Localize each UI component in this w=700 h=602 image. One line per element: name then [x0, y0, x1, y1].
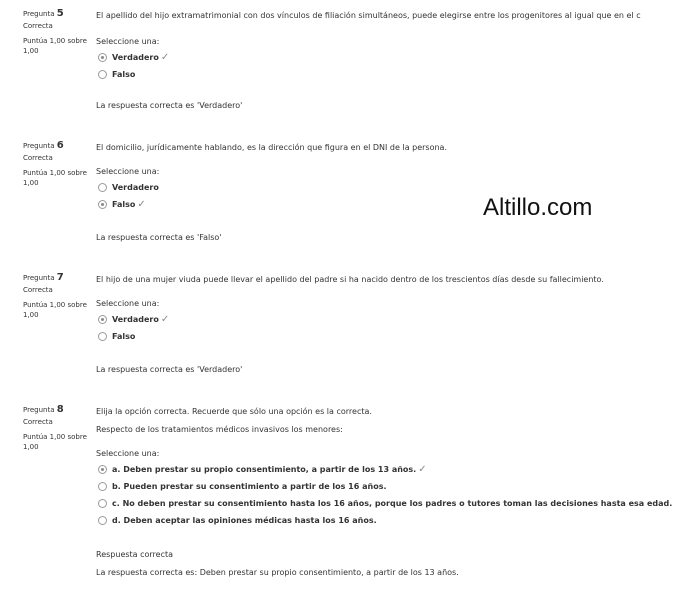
question-info: [23, 140, 93, 188]
option-falso[interactable]: Falso: [96, 328, 686, 345]
question-state: Correcta: [23, 286, 53, 294]
question-number: Pregunta 5: [23, 8, 64, 19]
question-text: El domicilio, jurídicamente hablando, es la dirección que figura en el DNI de la persona.: [96, 143, 447, 152]
radio-icon[interactable]: [98, 482, 107, 491]
question-state: Correcta: [23, 154, 53, 162]
check-icon: ✓: [160, 51, 170, 63]
radio-icon[interactable]: [98, 516, 107, 525]
question-state: Correcta: [23, 418, 53, 426]
answer-prompt: Seleccione una:: [96, 449, 160, 458]
question-number: Pregunta 8: [23, 404, 64, 415]
answer-prompt: Seleccione una:: [96, 167, 160, 176]
radio-icon[interactable]: [98, 499, 107, 508]
question-text: El apellido del hijo extramatrimonial con dos vínculos de filiación simultáneos, puede elegirse entre los progenitores al igual que en el c: [96, 11, 641, 20]
radio-icon[interactable]: [98, 332, 107, 341]
question-number: Pregunta 6: [23, 140, 64, 151]
question-state: Correcta: [23, 22, 53, 30]
question-grade: Puntúa 1,00 sobre 1,00: [23, 37, 87, 55]
option-verdadero[interactable]: Verdadero ✓: [96, 311, 686, 328]
question-text: El hijo de una mujer viuda puede llevar el apellido del padre si ha nacido dentro de los trescientos días desde su fallecimiento.: [96, 275, 604, 284]
check-icon: ✓: [137, 198, 146, 210]
feedback-text: La respuesta correcta es: Deben prestar su propio consentimiento, a partir de los 13 años.: [96, 568, 459, 577]
radio-checked-icon[interactable]: [98, 465, 107, 474]
question-info: [23, 272, 93, 320]
radio-icon[interactable]: [98, 183, 107, 192]
option-verdadero[interactable]: Verdadero: [96, 179, 686, 196]
answer-prompt: Seleccione una:: [96, 37, 160, 46]
feedback-text: La respuesta correcta es 'Verdadero': [96, 101, 243, 110]
radio-checked-icon[interactable]: [98, 53, 107, 62]
feedback-title: Respuesta correcta: [96, 550, 174, 559]
radio-checked-icon[interactable]: [98, 315, 107, 324]
question-grade: Puntúa 1,00 sobre 1,00: [23, 169, 87, 187]
question-info: [23, 8, 93, 56]
check-icon: ✓: [160, 313, 170, 325]
option-verdadero[interactable]: Verdadero ✓: [96, 49, 686, 66]
option-c[interactable]: c. No deben prestar su consentimiento hasta los 16 años, porque los padres o tutores toman las decisiones hasta esa edad.: [96, 495, 686, 512]
option-falso[interactable]: Falso ✓: [96, 196, 686, 213]
question-grade: Puntúa 1,00 sobre 1,00: [23, 301, 87, 319]
watermark-logo: Altillo.com: [483, 194, 593, 221]
option-a[interactable]: a. Deben prestar su propio consentimiento, a partir de los 13 años. ✓: [96, 461, 686, 478]
question-text: Elija la opción correcta. Recuerde que sólo una opción es la correcta.: [96, 407, 372, 416]
question-info: [23, 404, 93, 452]
answer-prompt: Seleccione una:: [96, 299, 160, 308]
radio-icon[interactable]: [98, 70, 107, 79]
feedback-text: La respuesta correcta es 'Falso': [96, 233, 222, 242]
question-grade: Puntúa 1,00 sobre 1,00: [23, 433, 87, 451]
question-number: Pregunta 7: [23, 272, 64, 283]
question-text-2: Respecto de los tratamientos médicos invasivos los menores:: [96, 425, 343, 434]
option-d[interactable]: d. Deben aceptar las opiniones médicas hasta los 16 años.: [96, 512, 686, 529]
check-icon: ✓: [418, 463, 427, 475]
feedback-text: La respuesta correcta es 'Verdadero': [96, 365, 243, 374]
option-falso[interactable]: Falso: [96, 66, 686, 83]
option-b[interactable]: b. Pueden prestar su consentimiento a partir de los 16 años.: [96, 478, 686, 495]
radio-checked-icon[interactable]: [98, 200, 107, 209]
